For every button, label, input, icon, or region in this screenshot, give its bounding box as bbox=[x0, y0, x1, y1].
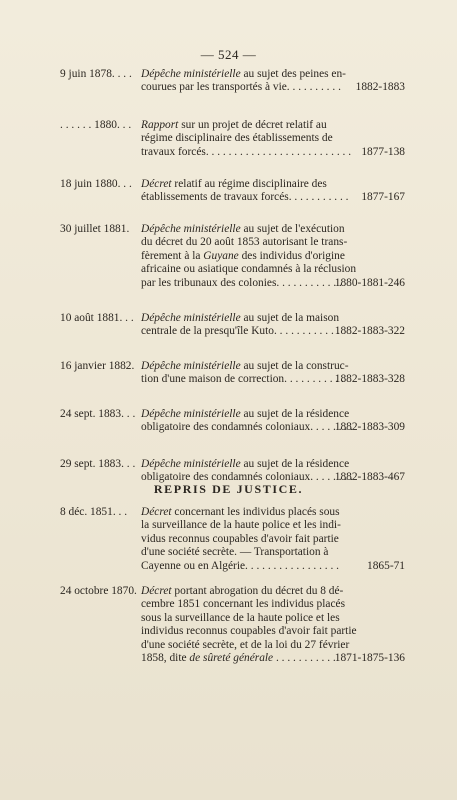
entry-reference: 1882-1883 bbox=[355, 81, 405, 94]
description-line: Cayenne ou en Algérie. . . . . . . . . . . . . . . . . bbox=[141, 559, 340, 572]
description-line: Rapport sur un projet de décret relatif au bbox=[141, 119, 327, 131]
description-line: 1858, dite de sûreté générale . . . . . . . . . . . bbox=[141, 652, 336, 665]
description-line: Décret relatif au régime disciplinaire des bbox=[141, 178, 327, 190]
description-line: sous la surveillance de la haute police et les bbox=[141, 611, 340, 624]
entry-date: 9 juin 1878. . . . bbox=[60, 68, 132, 80]
entry-reference: 1882-1883-328 bbox=[334, 373, 405, 386]
description-line: obligatoire des condamnés coloniaux. . . . . . . . bbox=[141, 421, 353, 434]
entry-description bbox=[141, 178, 349, 205]
description-line: fèrement à la Guyane des individus d'origine bbox=[141, 249, 345, 262]
description-line: centrale de la presqu'île Kuto. . . . . . . . . . . . bbox=[141, 325, 340, 338]
entry-description bbox=[141, 119, 352, 159]
description-line: obligatoire des condamnés coloniaux. . . . . . . . bbox=[141, 471, 353, 484]
entry-date: 29 sept. 1883. . . bbox=[60, 458, 136, 470]
entry-description bbox=[141, 312, 340, 339]
entry-date: . . . . . . 1880. . . bbox=[60, 119, 132, 131]
description-line: la surveillance de la haute police et les indi- bbox=[141, 519, 341, 532]
description-line: individus reconnus coupables d'avoir fait partie bbox=[141, 625, 357, 638]
entry-date: 24 octobre 1870. bbox=[60, 585, 137, 597]
entry-description bbox=[141, 360, 349, 387]
entry-reference: 1877-138 bbox=[361, 145, 405, 158]
entry-reference: 1882-1883-322 bbox=[334, 325, 405, 338]
description-line: Décret portant abrogation du décret du 8 dé- bbox=[141, 585, 344, 597]
entry-description bbox=[141, 223, 357, 290]
description-line: d'une société secrète. — Transportation à bbox=[141, 546, 329, 559]
description-line: Dépêche ministérielle au sujet de la résidence bbox=[141, 408, 350, 420]
description-line: travaux forcés. . . . . . . . . . . . . . . . . . . . . . . . . . bbox=[141, 145, 352, 158]
entry-reference: 1880-1881-246 bbox=[334, 276, 405, 289]
entry-description bbox=[141, 506, 341, 573]
entry-reference: 1877-167 bbox=[361, 191, 405, 204]
entry-date: 16 janvier 1882. bbox=[60, 360, 135, 372]
description-line: Dépêche ministérielle au sujet des peines en- bbox=[141, 68, 346, 80]
description-line: établissements de travaux forcés. . . . . . . . . . . bbox=[141, 191, 349, 204]
entry-reference: 1871-1875-136 bbox=[334, 652, 405, 664]
description-line: d'une société secrète, et de la loi du 27 février bbox=[141, 638, 350, 651]
entry-reference: 1882-1883-309 bbox=[334, 421, 405, 434]
entry-reference: 1882-1883-467 bbox=[334, 471, 405, 484]
page-number: — 524 — bbox=[200, 47, 257, 62]
description-line: cembre 1851 concernant les individus placés bbox=[141, 598, 346, 611]
entry-description bbox=[141, 408, 353, 435]
description-line: tion d'une maison de correction. . . . . . . . . . . bbox=[141, 373, 344, 386]
entry-description bbox=[141, 458, 353, 485]
description-line: Décret concernant les individus placés sous bbox=[141, 506, 340, 518]
description-line: Dépêche ministérielle au sujet de l'exécution bbox=[141, 223, 345, 235]
entry-date: 30 juillet 1881. bbox=[60, 223, 130, 235]
entry-date: 24 sept. 1883. . . bbox=[60, 408, 136, 420]
description-line: vidus reconnus coupables d'avoir fait partie bbox=[141, 532, 339, 545]
description-line: courues par les transportés à vie. . . . . . . . . . bbox=[141, 81, 341, 94]
description-line: régime disciplinaire des établissements de bbox=[141, 132, 333, 145]
entry-date: 18 juin 1880. . . bbox=[60, 178, 132, 190]
description-line: Dépêche ministérielle au sujet de la maison bbox=[141, 312, 340, 324]
entry-date: 8 déc. 1851. . . bbox=[60, 506, 128, 518]
description-line: africaine ou asiatique condamnés à la réclusion bbox=[141, 263, 357, 276]
entry-date: 10 août 1881. . . bbox=[60, 312, 134, 324]
description-line: Dépêche ministérielle au sujet de la construc- bbox=[141, 360, 349, 372]
description-line: Dépêche ministérielle au sujet de la résidence bbox=[141, 458, 350, 470]
entry-description bbox=[141, 68, 346, 95]
description-line: du décret du 20 août 1853 autorisant le trans- bbox=[141, 236, 348, 249]
description-line: par les tribunaux des colonies. . . . . . . . . . . . bbox=[141, 276, 342, 289]
entry-description bbox=[141, 585, 357, 665]
section-title: REPRIS DE JUSTICE. bbox=[153, 482, 304, 496]
entry-reference: 1865-71 bbox=[367, 559, 405, 572]
